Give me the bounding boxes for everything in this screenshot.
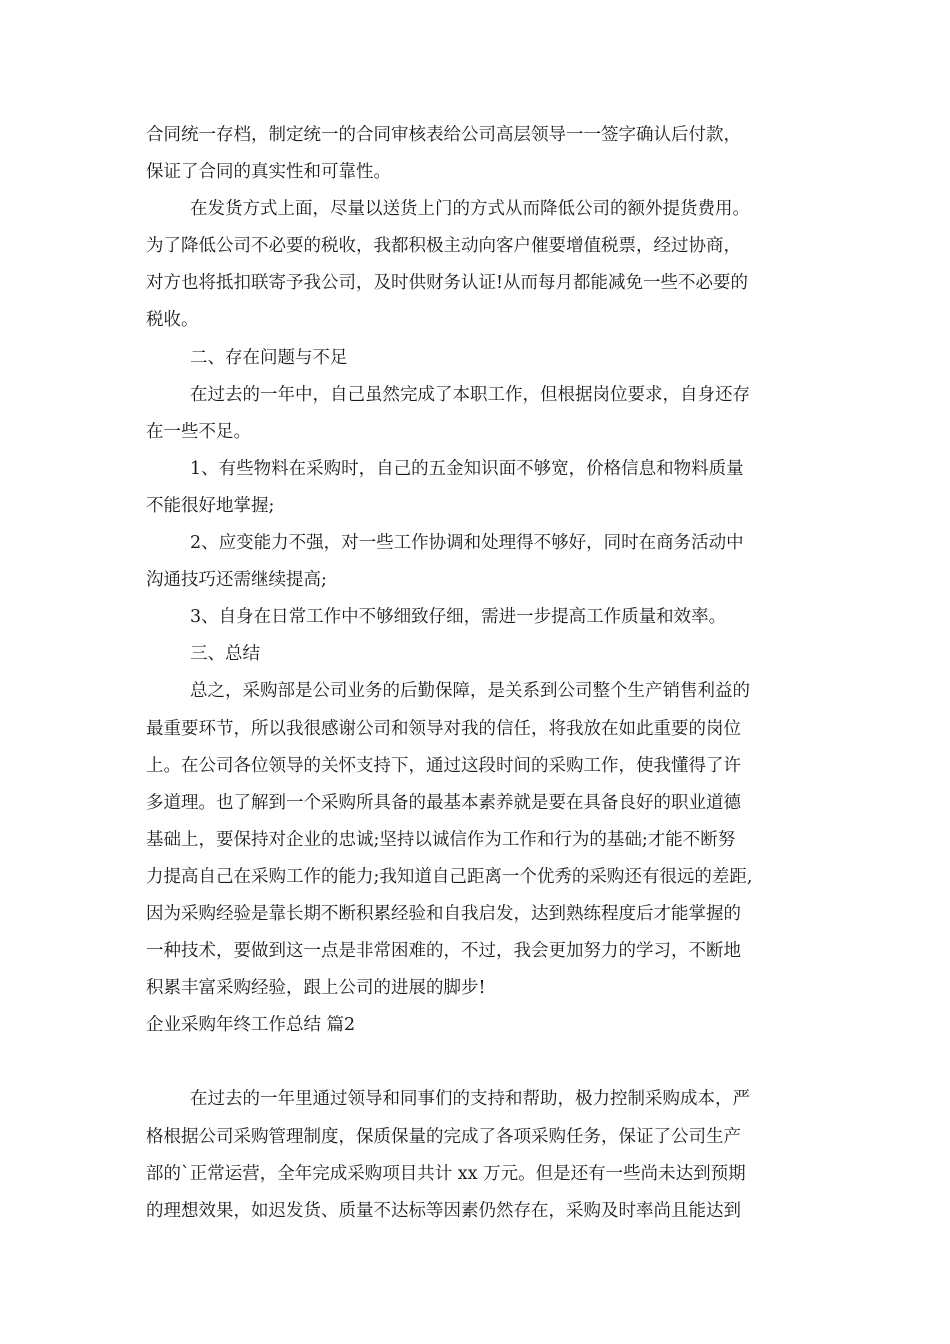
paragraph-start: 总之，采购部是公司业务的后勤保障，是关系到公司整个生产销售利益的 <box>190 681 750 702</box>
text-line: 合同统一存档，制定统一的合同审核表给公司高层领导一一签字确认后付款， <box>146 125 741 145</box>
text-line: 一种技术，要做到这一点是非常困难的，不过，我会更加努力的学习，不断地 <box>146 941 741 962</box>
text-line: 力提高自己在采购工作的能力;我知道自己距离一个优秀的采购还有很远的差距, <box>146 866 753 887</box>
text-line: 为了降低公司不必要的税收，我都积极主动向客户催要增值税票，经过协商， <box>146 236 741 257</box>
paragraph-start: 在发货方式上面，尽量以送货上门的方式从而降低公司的额外提货费用。 <box>190 199 750 220</box>
text-line: 保证了合同的真实性和可靠性。 <box>146 162 391 183</box>
section-heading-issues: 二、存在问题与不足 <box>190 347 348 368</box>
text-line: 最重要环节，所以我很感谢公司和领导对我的信任，将我放在如此重要的岗位 <box>146 718 741 739</box>
list-item-1: 1、有些物料在采购时，自己的五金知识面不够宽，价格信息和物料质量 <box>190 458 744 479</box>
article-title: 企业采购年终工作总结 篇2 <box>146 1015 356 1036</box>
text-line: 格根据公司采购管理制度，保质保量的完成了各项采购任务，保证了公司生产 <box>146 1126 741 1147</box>
document-body <box>146 117 826 1230</box>
text-line: 积累丰富采购经验，跟上公司的进展的脚步! <box>146 978 486 999</box>
list-item-2: 2、应变能力不强，对一些工作协调和处理得不够好，同时在商务活动中 <box>190 533 744 554</box>
section-heading-summary: 三、总结 <box>190 644 260 665</box>
list-item-3: 3、自身在日常工作中不够细致仔细，需进一步提高工作质量和效率。 <box>190 607 727 628</box>
text-line: 在一些不足。 <box>146 421 251 442</box>
text-line: 对方也将抵扣联寄予我公司，及时供财务认证!从而每月都能减免一些不必要的 <box>146 273 749 294</box>
text-line: 基础上，要保持对企业的忠诚;坚持以诚信作为工作和行为的基础;才能不断努 <box>146 829 736 850</box>
text-line: 上。在公司各位领导的关怀支持下，通过这段时间的采购工作，使我懂得了许 <box>146 755 741 776</box>
paragraph-start: 在过去的一年里通过领导和同事们的支持和帮助，极力控制采购成本，严 <box>190 1089 750 1110</box>
blank-line <box>146 1044 826 1081</box>
text-line: 不能很好地掌握; <box>146 495 275 516</box>
text-line: 因为采购经验是靠长期不断积累经验和自我启发，达到熟练程度后才能掌握的 <box>146 903 741 924</box>
text-line: 沟通技巧还需继续提高; <box>146 570 327 591</box>
text-line: 部的`正常运营，全年完成采购项目共计 xx 万元。但是还有一些尚未达到预期 <box>146 1163 746 1184</box>
text-line: 税收。 <box>146 310 199 331</box>
paragraph-start: 在过去的一年中，自己虽然完成了本职工作，但根据岗位要求，自身还存 <box>190 384 750 405</box>
text-line: 的理想效果，如迟发货、质量不达标等因素仍然存在，采购及时率尚且能达到 <box>146 1200 741 1221</box>
text-line: 多道理。也了解到一个采购所具备的最基本素养就是要在具备良好的职业道德 <box>146 792 741 813</box>
